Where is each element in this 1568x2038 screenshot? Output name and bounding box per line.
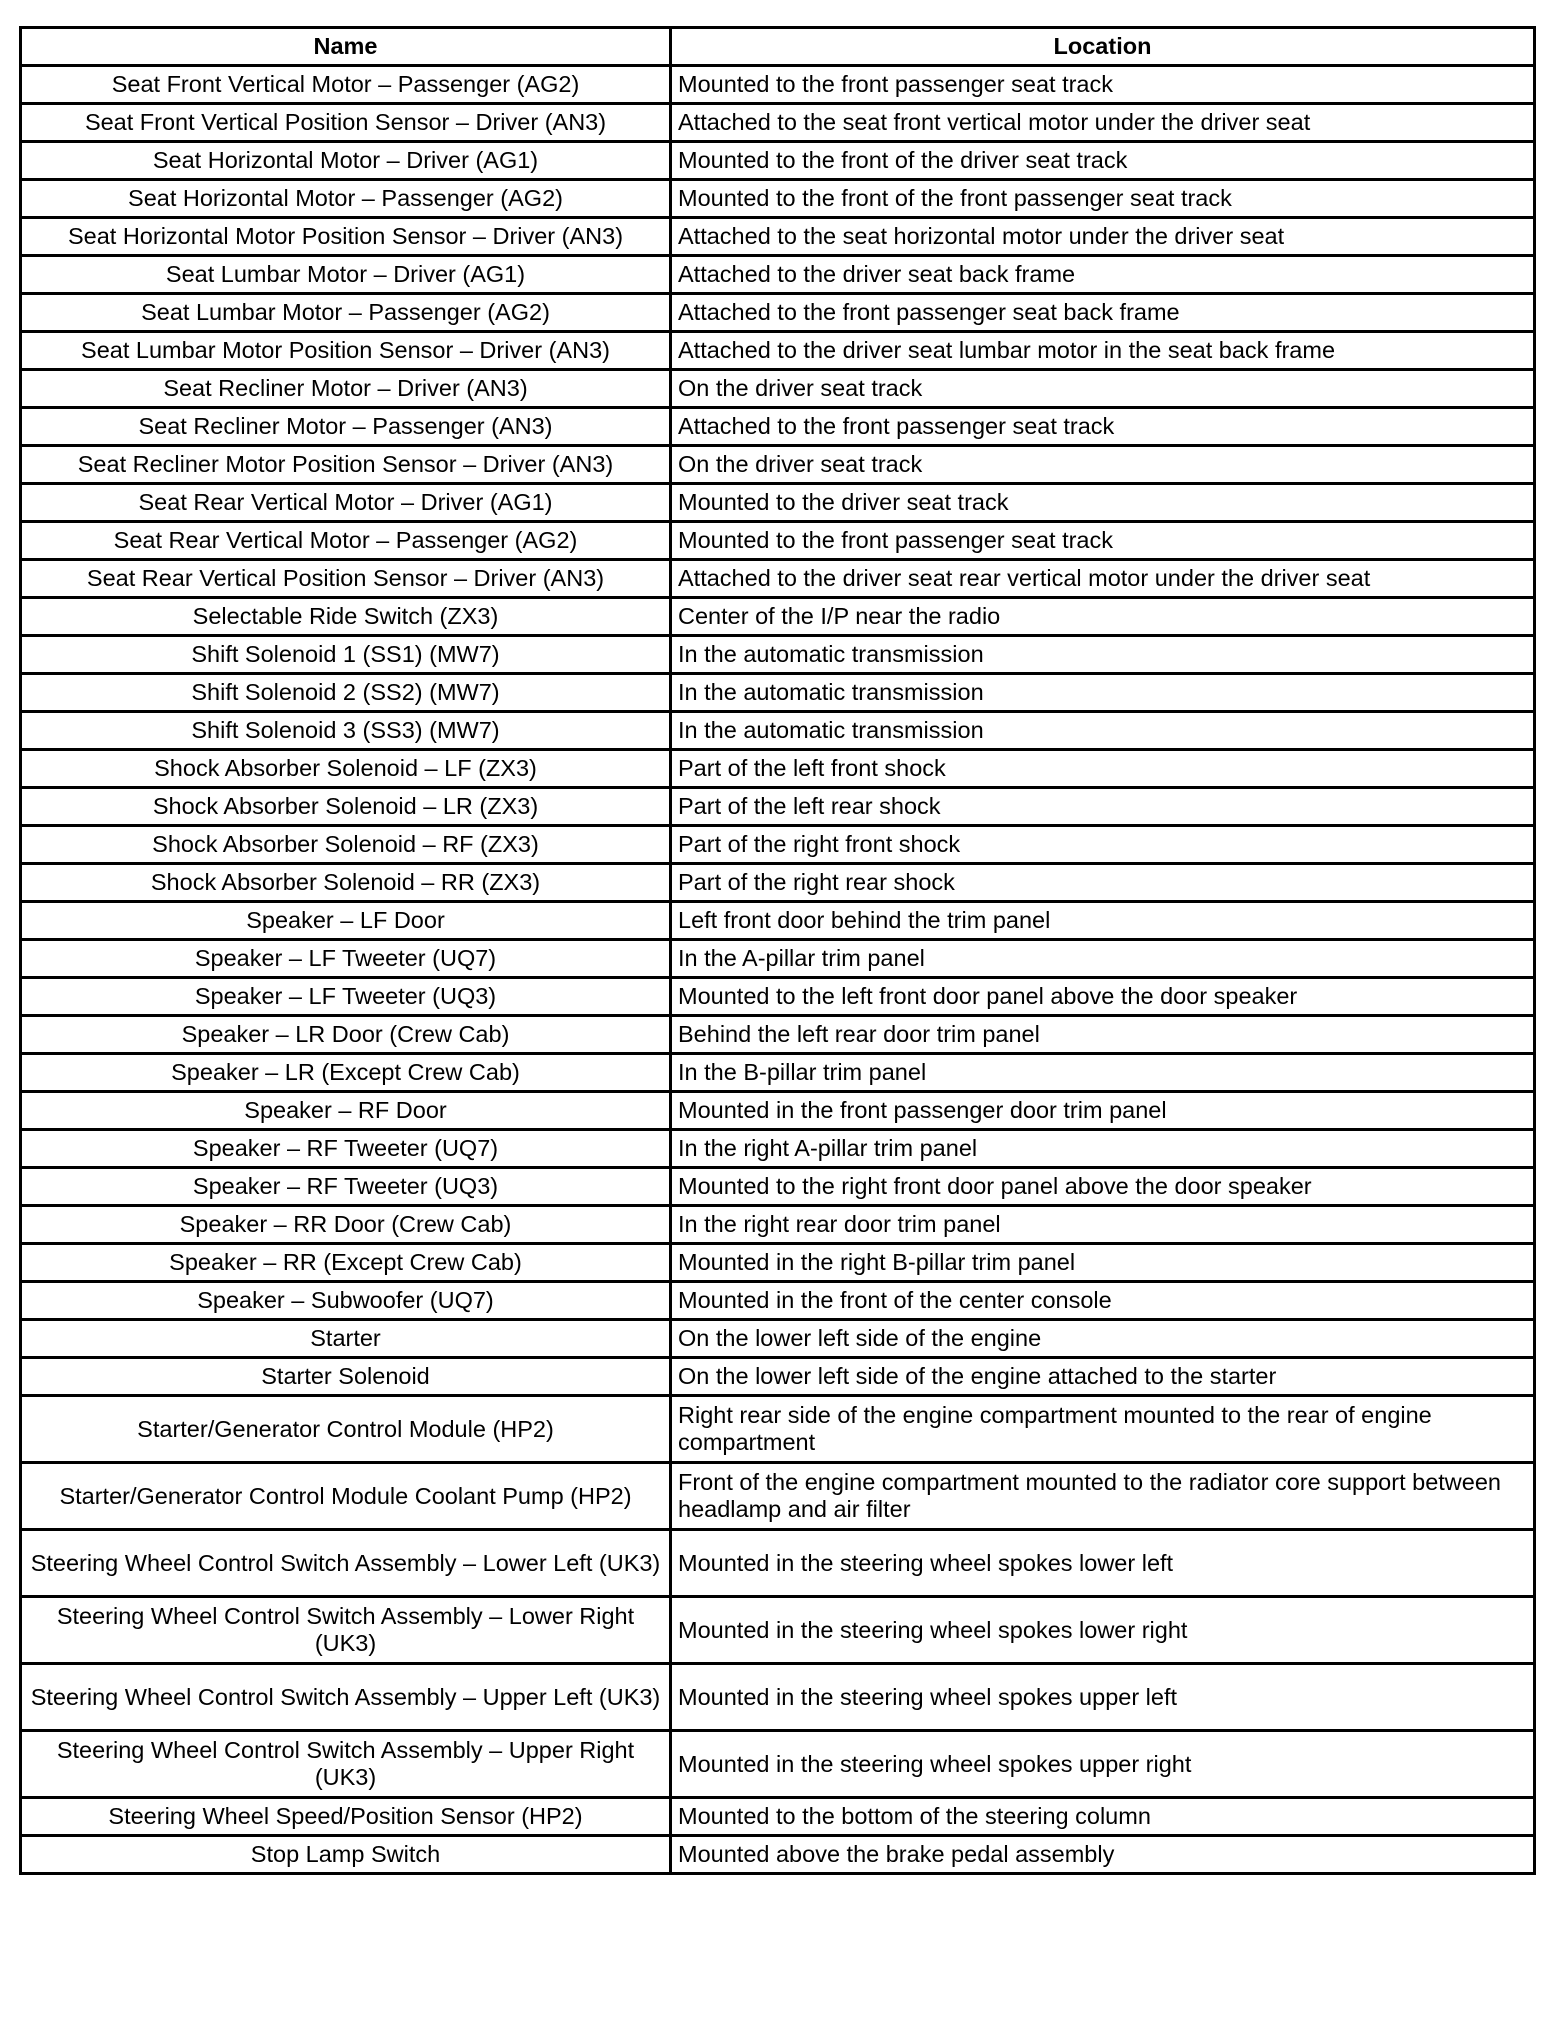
location-cell: Attached to the seat front vertical motor under the driver seat xyxy=(671,104,1535,142)
name-cell: Seat Lumbar Motor – Passenger (AG2) xyxy=(21,294,671,332)
location-cell: In the right A-pillar trim panel xyxy=(671,1130,1535,1168)
location-cell: Mounted to the front passenger seat track xyxy=(671,522,1535,560)
table-row xyxy=(21,484,1535,522)
location-cell: In the B-pillar trim panel xyxy=(671,1054,1535,1092)
location-cell: Mounted to the left front door panel above the door speaker xyxy=(671,978,1535,1016)
name-cell: Starter Solenoid xyxy=(21,1358,671,1396)
table-row xyxy=(21,560,1535,598)
table-row xyxy=(21,788,1535,826)
location-cell: In the automatic transmission xyxy=(671,636,1535,674)
name-cell: Starter xyxy=(21,1320,671,1358)
name-cell: Shift Solenoid 1 (SS1) (MW7) xyxy=(21,636,671,674)
table-row xyxy=(21,636,1535,674)
table-row xyxy=(21,826,1535,864)
location-cell: Left front door behind the trim panel xyxy=(671,902,1535,940)
name-cell: Speaker – LR (Except Crew Cab) xyxy=(21,1054,671,1092)
table-row xyxy=(21,1798,1535,1836)
table-row xyxy=(21,864,1535,902)
table-row xyxy=(21,1358,1535,1396)
name-cell: Speaker – LR Door (Crew Cab) xyxy=(21,1016,671,1054)
location-cell: Right rear side of the engine compartment mounted to the rear of engine compartment xyxy=(671,1396,1535,1463)
name-cell: Steering Wheel Control Switch Assembly – Lower Left (UK3) xyxy=(21,1530,671,1597)
name-cell: Shock Absorber Solenoid – LR (ZX3) xyxy=(21,788,671,826)
location-cell: Attached to the front passenger seat track xyxy=(671,408,1535,446)
location-cell: Behind the left rear door trim panel xyxy=(671,1016,1535,1054)
table-row xyxy=(21,1664,1535,1731)
column-header-name: Name xyxy=(21,28,671,66)
name-cell: Shock Absorber Solenoid – LF (ZX3) xyxy=(21,750,671,788)
location-cell: Attached to the driver seat rear vertical motor under the driver seat xyxy=(671,560,1535,598)
table-row xyxy=(21,750,1535,788)
table-row xyxy=(21,1396,1535,1463)
table-body xyxy=(21,66,1535,1874)
name-cell: Speaker – LF Door xyxy=(21,902,671,940)
name-cell: Seat Rear Vertical Motor – Passenger (AG2) xyxy=(21,522,671,560)
location-cell: Mounted in the steering wheel spokes lower right xyxy=(671,1597,1535,1664)
name-cell: Speaker – RF Tweeter (UQ3) xyxy=(21,1168,671,1206)
location-cell: Mounted to the bottom of the steering column xyxy=(671,1798,1535,1836)
table-row xyxy=(21,1130,1535,1168)
name-cell: Stop Lamp Switch xyxy=(21,1836,671,1874)
location-cell: Part of the left rear shock xyxy=(671,788,1535,826)
name-cell: Starter/Generator Control Module (HP2) xyxy=(21,1396,671,1463)
table-row xyxy=(21,180,1535,218)
name-cell: Shift Solenoid 2 (SS2) (MW7) xyxy=(21,674,671,712)
table-row xyxy=(21,1016,1535,1054)
table-row xyxy=(21,522,1535,560)
table-row xyxy=(21,1463,1535,1530)
location-cell: Attached to the driver seat lumbar motor in the seat back frame xyxy=(671,332,1535,370)
location-cell: Mounted to the driver seat track xyxy=(671,484,1535,522)
table-row xyxy=(21,978,1535,1016)
table-row xyxy=(21,142,1535,180)
table-row xyxy=(21,408,1535,446)
name-cell: Steering Wheel Control Switch Assembly – Upper Right (UK3) xyxy=(21,1731,671,1798)
location-cell: Part of the right rear shock xyxy=(671,864,1535,902)
location-cell: Attached to the driver seat back frame xyxy=(671,256,1535,294)
location-cell: Mounted in the steering wheel spokes upper right xyxy=(671,1731,1535,1798)
header-row xyxy=(21,28,1535,66)
name-cell: Seat Lumbar Motor – Driver (AG1) xyxy=(21,256,671,294)
name-cell: Seat Lumbar Motor Position Sensor – Driver (AN3) xyxy=(21,332,671,370)
name-cell: Speaker – RR (Except Crew Cab) xyxy=(21,1244,671,1282)
table-row xyxy=(21,294,1535,332)
location-cell: Mounted to the right front door panel above the door speaker xyxy=(671,1168,1535,1206)
name-cell: Steering Wheel Speed/Position Sensor (HP2) xyxy=(21,1798,671,1836)
table-row xyxy=(21,1836,1535,1874)
location-cell: Mounted in the right B-pillar trim panel xyxy=(671,1244,1535,1282)
name-cell: Seat Front Vertical Position Sensor – Driver (AN3) xyxy=(21,104,671,142)
name-cell: Seat Horizontal Motor Position Sensor – Driver (AN3) xyxy=(21,218,671,256)
name-cell: Speaker – LF Tweeter (UQ3) xyxy=(21,978,671,1016)
name-cell: Speaker – LF Tweeter (UQ7) xyxy=(21,940,671,978)
name-cell: Shock Absorber Solenoid – RR (ZX3) xyxy=(21,864,671,902)
location-cell: Front of the engine compartment mounted to the radiator core support between headlamp and air filter xyxy=(671,1463,1535,1530)
location-cell: Mounted to the front of the front passenger seat track xyxy=(671,180,1535,218)
table-row xyxy=(21,1530,1535,1597)
name-cell: Steering Wheel Control Switch Assembly – Upper Left (UK3) xyxy=(21,1664,671,1731)
name-cell: Seat Rear Vertical Motor – Driver (AG1) xyxy=(21,484,671,522)
name-cell: Starter/Generator Control Module Coolant Pump (HP2) xyxy=(21,1463,671,1530)
name-cell: Shift Solenoid 3 (SS3) (MW7) xyxy=(21,712,671,750)
name-cell: Selectable Ride Switch (ZX3) xyxy=(21,598,671,636)
table-header xyxy=(21,28,1535,66)
table-row xyxy=(21,1054,1535,1092)
table-row xyxy=(21,940,1535,978)
location-cell: Mounted in the front of the center console xyxy=(671,1282,1535,1320)
table-row xyxy=(21,598,1535,636)
name-cell: Speaker – RR Door (Crew Cab) xyxy=(21,1206,671,1244)
name-cell: Seat Horizontal Motor – Passenger (AG2) xyxy=(21,180,671,218)
location-cell: Center of the I/P near the radio xyxy=(671,598,1535,636)
name-cell: Seat Rear Vertical Position Sensor – Driver (AN3) xyxy=(21,560,671,598)
location-cell: In the right rear door trim panel xyxy=(671,1206,1535,1244)
name-cell: Seat Recliner Motor – Driver (AN3) xyxy=(21,370,671,408)
name-cell: Steering Wheel Control Switch Assembly – Lower Right (UK3) xyxy=(21,1597,671,1664)
location-cell: In the A-pillar trim panel xyxy=(671,940,1535,978)
location-cell: Mounted to the front of the driver seat track xyxy=(671,142,1535,180)
location-cell: Part of the left front shock xyxy=(671,750,1535,788)
table-row xyxy=(21,1282,1535,1320)
table-row xyxy=(21,1597,1535,1664)
table-row xyxy=(21,1320,1535,1358)
table-row xyxy=(21,370,1535,408)
location-cell: On the lower left side of the engine attached to the starter xyxy=(671,1358,1535,1396)
name-cell: Seat Recliner Motor – Passenger (AN3) xyxy=(21,408,671,446)
table-row xyxy=(21,446,1535,484)
table-row xyxy=(21,1092,1535,1130)
table-row xyxy=(21,218,1535,256)
location-cell: Mounted in the steering wheel spokes upper left xyxy=(671,1664,1535,1731)
location-cell: On the driver seat track xyxy=(671,446,1535,484)
table-row xyxy=(21,902,1535,940)
component-location-table xyxy=(19,26,1536,1875)
name-cell: Shock Absorber Solenoid – RF (ZX3) xyxy=(21,826,671,864)
table-row xyxy=(21,1168,1535,1206)
table-row xyxy=(21,256,1535,294)
location-cell: Mounted in the front passenger door trim panel xyxy=(671,1092,1535,1130)
location-cell: On the driver seat track xyxy=(671,370,1535,408)
name-cell: Seat Horizontal Motor – Driver (AG1) xyxy=(21,142,671,180)
table-row xyxy=(21,1244,1535,1282)
table-row xyxy=(21,712,1535,750)
location-cell: Mounted in the steering wheel spokes lower left xyxy=(671,1530,1535,1597)
name-cell: Seat Front Vertical Motor – Passenger (AG2) xyxy=(21,66,671,104)
name-cell: Seat Recliner Motor Position Sensor – Driver (AN3) xyxy=(21,446,671,484)
table-row xyxy=(21,1206,1535,1244)
column-header-location: Location xyxy=(671,28,1535,66)
location-cell: Mounted to the front passenger seat track xyxy=(671,66,1535,104)
table-row xyxy=(21,104,1535,142)
location-cell: In the automatic transmission xyxy=(671,712,1535,750)
name-cell: Speaker – Subwoofer (UQ7) xyxy=(21,1282,671,1320)
location-cell: Attached to the front passenger seat back frame xyxy=(671,294,1535,332)
location-cell: On the lower left side of the engine xyxy=(671,1320,1535,1358)
name-cell: Speaker – RF Door xyxy=(21,1092,671,1130)
table-row xyxy=(21,1731,1535,1798)
location-cell: Attached to the seat horizontal motor under the driver seat xyxy=(671,218,1535,256)
location-cell: Mounted above the brake pedal assembly xyxy=(671,1836,1535,1874)
table-row xyxy=(21,674,1535,712)
table-row xyxy=(21,332,1535,370)
name-cell: Speaker – RF Tweeter (UQ7) xyxy=(21,1130,671,1168)
table-row xyxy=(21,66,1535,104)
location-cell: In the automatic transmission xyxy=(671,674,1535,712)
location-cell: Part of the right front shock xyxy=(671,826,1535,864)
